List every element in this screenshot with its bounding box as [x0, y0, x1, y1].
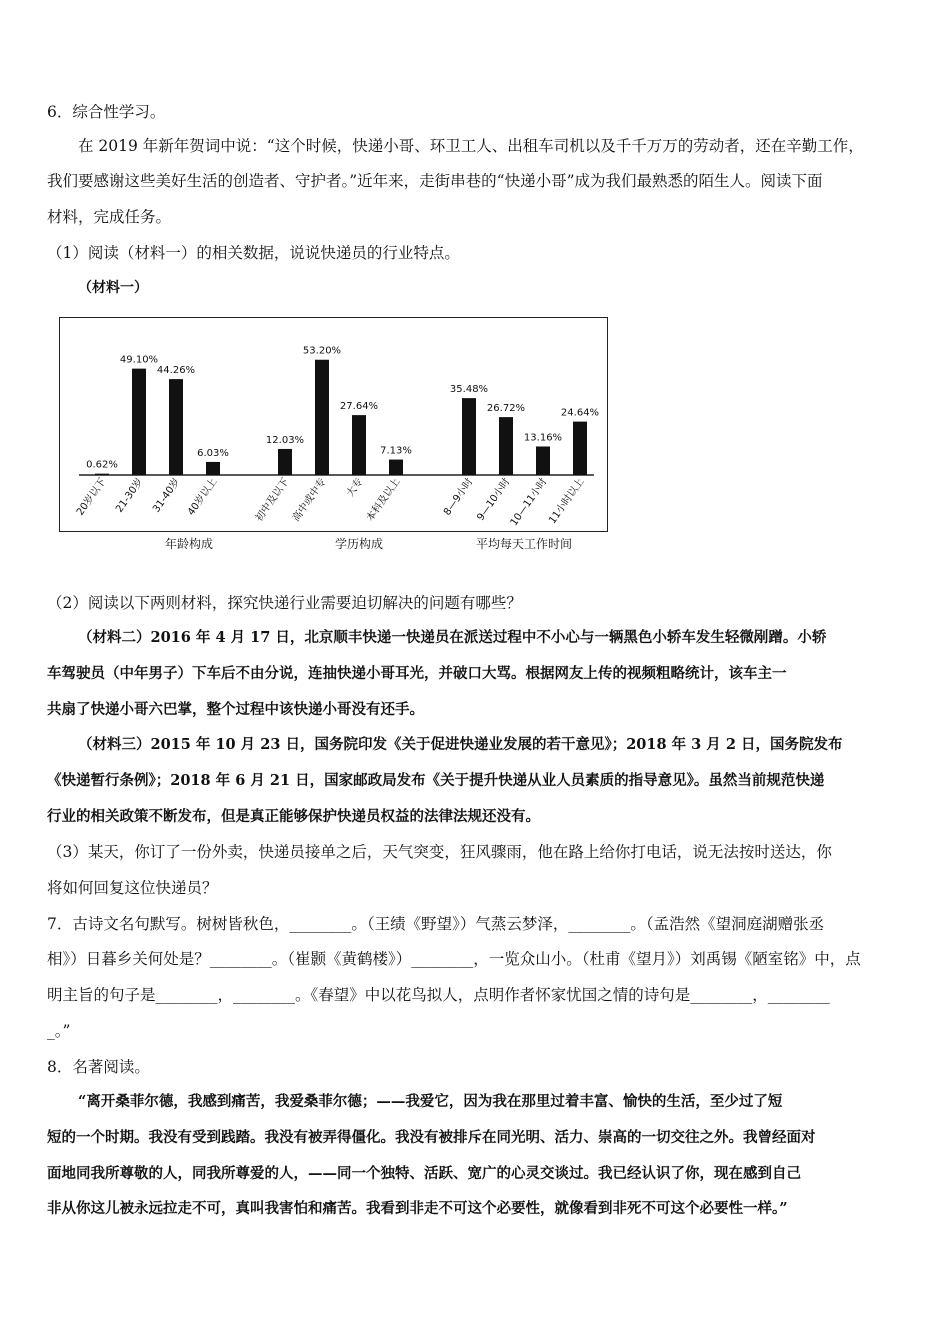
bar-2-3: [573, 422, 587, 475]
data-label-2-2: 13.16%: [523, 432, 563, 444]
bar-1-1: [315, 360, 329, 475]
tick-label-2-3: 11小时以上: [547, 476, 587, 526]
group-label-1: 学历构成: [334, 537, 384, 551]
group-label-0: 年龄构成: [164, 537, 214, 551]
data-label-0-0: 0.62%: [86, 459, 118, 471]
data-label-1-1: 53.20%: [302, 345, 342, 357]
q8-title: 8．名著阅读。: [47, 1058, 150, 1076]
q7-line-1: 7．古诗文名句默写。树树皆秋色，________。（王绩《野望》）气蒸云梦泽，________。（孟浩然《望洞庭湖赠张丞: [47, 915, 825, 933]
q6-task2: （2）阅读以下两则材料，探究快递行业需要迫切解决的问题有哪些？: [47, 594, 522, 612]
bar-1-2: [352, 415, 366, 475]
bar-2-2: [536, 446, 550, 475]
q8-passage-line-4: 非从你这儿被永远拉走不可，真叫我害怕和痛苦。我看到非走不可这个必要性，就像看到非死不可这个必要性一样。”: [47, 1200, 788, 1217]
data-label-0-1: 49.10%: [119, 354, 159, 366]
q8-passage-line-3: 面地同我所尊敬的人，同我所尊爱的人，——同一个独特、活跃、宽广的心灵交谈过。我已经认识了你，现在感到自己: [47, 1165, 801, 1182]
tick-label-0-3: 40岁以上: [185, 476, 220, 518]
data-label-1-2: 27.64%: [339, 401, 379, 413]
bar-2-0: [462, 398, 476, 475]
tick-label-2-0: 8—9小时: [441, 476, 476, 518]
bar-1-0: [278, 449, 292, 475]
data-label-1-3: 7.13%: [380, 445, 412, 457]
material3-line-3: 行业的相关政策不断发布，但是真正能够保护快递员权益的法律法规还没有。: [47, 808, 540, 825]
tick-label-1-2: 大专: [344, 476, 366, 500]
tick-label-0-0: 20岁以下: [74, 476, 109, 518]
material2-line-2: 车驾驶员（中年男子）下车后不由分说，连抽快递小哥耳光，并破口大骂。根据网友上传的视频粗略统计，该车主一: [47, 665, 787, 682]
q6-intro-line-3: 材料，完成任务。: [47, 208, 172, 226]
tick-label-0-1: 21-30岁: [114, 476, 146, 515]
q8-passage-line-1: “离开桑菲尔德，我感到痛苦，我爱桑菲尔德；——我爱它，因为我在那里过着丰富、愉快的生活，至少过了短: [78, 1093, 783, 1110]
data-label-0-3: 6.03%: [197, 447, 229, 459]
q8-passage-line-2: 短的一个时期。我没有受到践踏。我没有被弄得僵化。我没有被排斥在同光明、活力、崇高的一切交往之外。我曾经面对: [47, 1129, 816, 1146]
material2-line-3: 共扇了快递小哥六巴掌，整个过程中该快递小哥没有还手。: [47, 701, 424, 718]
material3-line-2: 《快递暂行条例》；2018 年 6 月 21 日，国家邮政局发布《关于提升快递从业人员素质的指导意见》。虽然当前规范快递: [47, 772, 825, 789]
tick-label-0-2: 31-40岁: [151, 476, 183, 515]
tick-label-2-1: 9—10小时: [475, 476, 513, 523]
group-label-2: 平均每天工作时间: [475, 537, 573, 551]
q7-line-2: 相》）日暮乡关何处是？________。（崔颢《黄鹤楼》）________，一览众山小。（杜甫《望月》）刘禹锡《陋室铭》中，点: [47, 950, 861, 968]
q6-intro-line-1: 在 2019 年新年贺词中说：“这个时候，快递小哥、环卫工人、出租车司机以及千千万万的劳动者，还在辛勤工作，: [78, 137, 864, 155]
bar-0-1: [132, 369, 146, 475]
data-label-2-1: 26.72%: [486, 403, 526, 415]
bar-0-3: [206, 462, 220, 475]
material2-line-1: （材料二）2016 年 4 月 17 日，北京顺丰快递一快递员在派送过程中不小心与一辆黑色小轿车发生轻微剐蹭。小轿: [78, 629, 827, 646]
data-label-2-0: 35.48%: [449, 384, 489, 396]
material3-line-1: （材料三）2015 年 10 月 23 日，国务院印发《关于促进快递业发展的若干意见》；2018 年 3 月 2 日，国务院发布: [78, 736, 843, 753]
tick-label-1-0: 初中及以下: [253, 476, 292, 524]
bar-chart: [59, 317, 608, 567]
data-label-2-3: 24.64%: [560, 407, 600, 419]
data-label-1-0: 12.03%: [265, 434, 305, 446]
data-label-0-2: 44.26%: [156, 365, 196, 377]
q7-line-3: 明主旨的句子是________，________。《春望》中以花鸟拟人，点明作者怀家忧国之情的诗句是________，________: [47, 986, 830, 1004]
bar-1-3: [389, 460, 403, 475]
tick-label-1-1: 高中或中专: [290, 476, 329, 524]
q6-task3-line-2: 将如何回复这位快递员？: [47, 879, 218, 897]
q6-task3-line-1: （3）某天，你订了一份外卖，快递员接单之后，天气突变，狂风骤雨，他在路上给你打电话，说无法按时送达，你: [47, 843, 832, 861]
material1-label: （材料一）: [78, 280, 148, 296]
q6-title: 6．综合性学习。: [47, 103, 166, 121]
bar-0-0: [95, 474, 109, 476]
q7-line-4: _。”: [47, 1022, 71, 1040]
bar-2-1: [499, 417, 513, 475]
tick-label-2-2: 10—11小时: [508, 476, 550, 529]
q6-intro-line-2: 我们要感谢这些美好生活的创造者、守护者。”近年来，走街串巷的“快递小哥”成为我们最熟悉的陌生人。阅读下面: [47, 172, 823, 190]
bar-0-2: [169, 379, 183, 475]
tick-label-1-3: 本科及以上: [364, 476, 403, 524]
q6-task1: （1）阅读（材料一）的相关数据，说说快递员的行业特点。: [47, 244, 460, 262]
